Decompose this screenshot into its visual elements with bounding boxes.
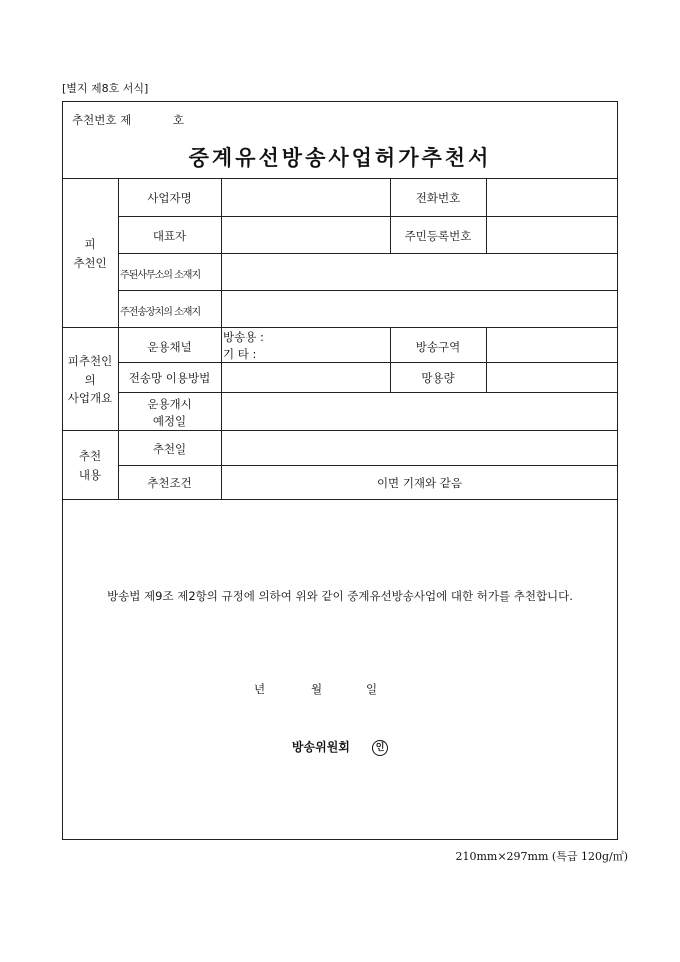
rule-section-4: [62, 499, 618, 500]
recommendation-form: [62, 101, 618, 840]
representative-label: 대표자: [152, 229, 187, 243]
phone-label: 전화번호: [415, 191, 461, 205]
start-date-label-2: 예정일: [152, 414, 187, 428]
recommendation-date-label: 추천일: [152, 442, 187, 456]
rule-row-5: [118, 362, 618, 363]
broadcast-area-label: 방송구역: [415, 340, 461, 354]
business-name-label: 사업자명: [147, 191, 192, 205]
network-method-label: 전송망 이용방법: [128, 371, 211, 385]
rule-row-1: [118, 216, 618, 217]
seal-icon: 인: [372, 740, 388, 756]
section-overview-label-1: 피추천인: [67, 354, 113, 368]
document-title: 중계유선방송사업허가추천서: [188, 145, 492, 170]
section-overview-label-3: 사업개요: [67, 391, 113, 405]
section-recommendation-label-2: 내용: [78, 468, 102, 482]
facility-address-label: 주전송장치의 소재지: [120, 307, 201, 318]
office-address-label: 주된사무소의 소재지: [120, 270, 201, 281]
date-month: 월: [311, 682, 323, 696]
recommendation-conditions-value: 이면 기재와 같음: [376, 476, 463, 490]
col-rule-right-1: [486, 178, 487, 253]
rule-row-6: [118, 392, 618, 393]
signer-name: 방송위원회: [291, 740, 350, 754]
col-rule-label: [221, 178, 222, 499]
broadcast-use-label: 방송용 :: [223, 330, 264, 344]
paper-spec: 210mm×297mm (특급 120g/㎡): [455, 850, 628, 863]
section-overview-label-2: 의: [84, 373, 96, 387]
rule-section-2: [62, 327, 618, 328]
date-year: 년: [254, 682, 266, 696]
channels-label: 운용채널: [147, 340, 192, 354]
recommendation-statement: 방송법 제9조 제2항의 규정에 의하여 위와 같이 중계유선방송사업에 대한 허가를 추천합니다.: [107, 589, 573, 603]
start-date-label-1: 운용개시: [147, 397, 192, 411]
signer-block: [62, 738, 618, 756]
rule-row-8: [118, 465, 618, 466]
rule-row-2: [118, 253, 618, 254]
form-number-label: [별지 제8호 서식]: [62, 82, 149, 95]
section-recommendee-label-1: 피: [84, 237, 96, 251]
recommendation-number: [72, 112, 184, 128]
rec-no-prefix: 추천번호 제: [72, 113, 132, 127]
rule-section-3: [62, 430, 618, 431]
date-day: 일: [366, 682, 378, 696]
col-rule-right-2: [486, 327, 487, 392]
network-capacity-label: 망용량: [421, 371, 455, 385]
other-use-label: 기 타 :: [223, 347, 257, 361]
rule-below-title: [62, 178, 618, 179]
rec-no-suffix: 호: [172, 113, 184, 127]
recommendation-conditions-label: 추천조건: [147, 476, 192, 490]
resident-number-label: 주민등록번호: [404, 229, 472, 243]
section-recommendation-label-1: 추천: [78, 449, 102, 463]
rule-row-3: [118, 290, 618, 291]
section-recommendee-label-2: 추천인: [73, 256, 107, 270]
